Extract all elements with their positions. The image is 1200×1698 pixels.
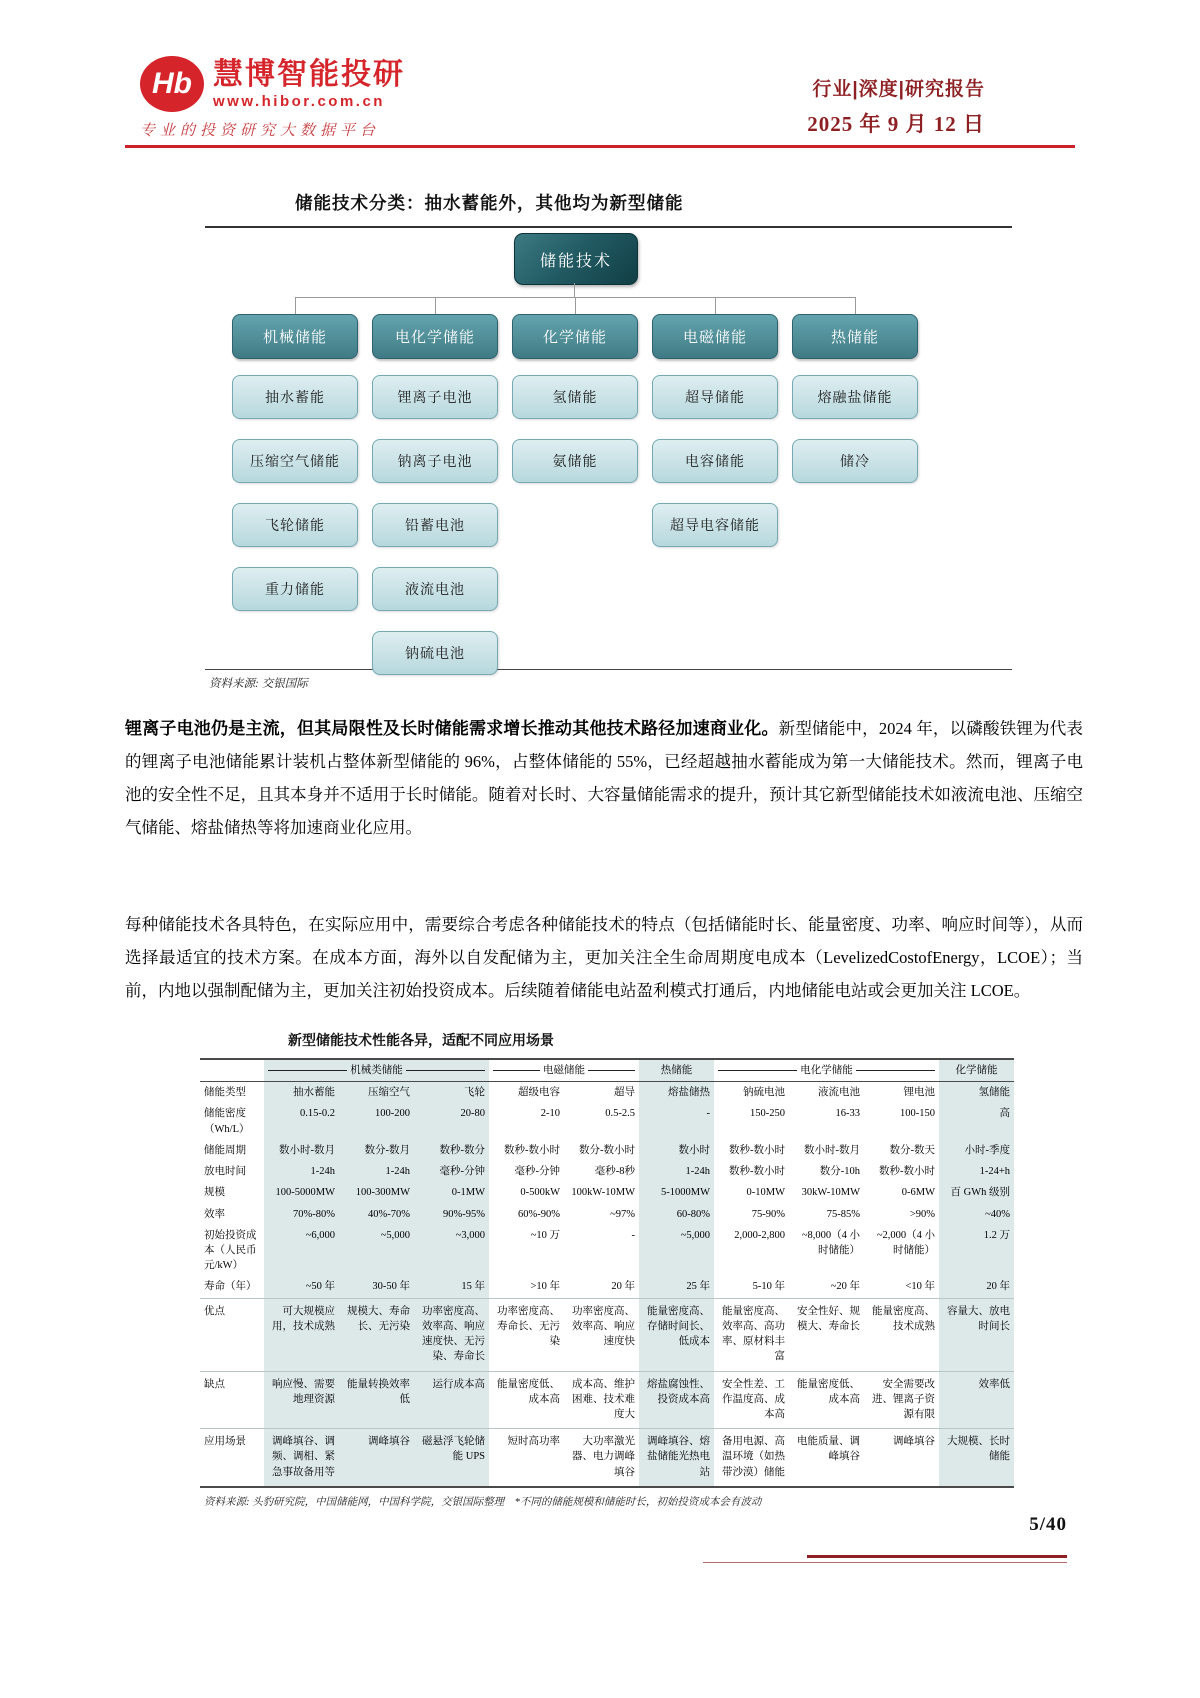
child-node: 钠离子电池 [372, 439, 498, 483]
table-cell: 90%-95% [414, 1204, 489, 1225]
table-header-row [200, 1082, 1014, 1104]
child-node: 超导电容储能 [652, 503, 778, 547]
table-cell: 能量密度低、成本高 [489, 1371, 564, 1429]
column-header: 锂电池 [903, 1087, 935, 1099]
table-cell: 0-10MW [746, 1187, 785, 1199]
table-cell: 数分-数天 [889, 1144, 935, 1156]
child-node: 钠硫电池 [372, 631, 498, 675]
table-cell: 能量密度高、效率高、高功率、原材料丰富 [714, 1298, 789, 1371]
table-cell: 成本高、维护困难、技术难度大 [564, 1371, 639, 1429]
connector-line [574, 283, 575, 297]
table-cell: 响应慢、需要地理资源 [264, 1371, 339, 1429]
paragraph [125, 908, 1083, 1007]
logo-top-row [140, 56, 405, 112]
table-cell: 20 年 [611, 1281, 635, 1293]
table-cell: 短时高功率 [489, 1429, 564, 1487]
column-header: 抽水蓄能 [264, 1082, 339, 1104]
diagram-top-divider [205, 226, 1012, 228]
row-label: 优点 [200, 1298, 264, 1371]
table-cell: >90% [909, 1208, 935, 1220]
tree [225, 231, 925, 669]
table-cell: 1.2 万 [939, 1225, 1014, 1277]
storage-tech-diagram [205, 190, 1012, 691]
table-cell: 安全需要改进、锂离子资源有限 [864, 1371, 939, 1429]
table-cell: 2,000-2,800 [734, 1229, 785, 1241]
table-cell: ~8,000（4 小时储能） [801, 1229, 860, 1256]
page-number: 5/40 [1029, 1514, 1067, 1535]
performance-table [200, 1058, 1014, 1488]
logo-texts [213, 57, 405, 110]
footer-divider [703, 1562, 1067, 1563]
child-node: 氢储能 [512, 375, 638, 419]
table-cell: 25 年 [639, 1276, 714, 1298]
paragraph-text: 每种储能技术各具特色，在实际应用中，需要综合考虑各种储能技术的特点（包括储能时长、能量密度、功率、响应时间等），从而选择最适宜的技术方案。在成本方面，海外以自发配储为主，更加关注全生命周期度电成本（LevelizedCostofEnergy，LCOE）；当前，内地以强制配储为主，更加关注初始投资成本。后续随着储能电站盈利模式打通后，内地储能电站或会更加关注 LCOE。 [125, 915, 1083, 1000]
table-cell: 100-200 [339, 1103, 414, 1139]
table-title: 新型储能技术性能各异，适配不同应用场景 [288, 1032, 554, 1048]
child-node: 铅蓄电池 [372, 503, 498, 547]
table-cell: 毫秒-分钟 [414, 1161, 489, 1182]
table-cell: 1-24h [639, 1161, 714, 1182]
table-cell: ~5,000 [639, 1225, 714, 1277]
publisher-logo [140, 56, 405, 140]
table-cell: 熔盐腐蚀性、投资成本高 [639, 1371, 714, 1429]
table-row [200, 1429, 1014, 1487]
table-cell: 16-33 [835, 1108, 860, 1120]
table-cell: 规模大、寿命长、无污染 [339, 1298, 414, 1371]
column-header: 飞轮 [414, 1082, 489, 1104]
table-cell: 高 [939, 1103, 1014, 1139]
table-cell: 能量密度高、存储时间长、低成本 [639, 1298, 714, 1371]
connector-line [575, 297, 576, 314]
group-label-wrap [718, 1063, 935, 1078]
table-cell: ~2,000（4 小时储能） [876, 1229, 935, 1256]
table-cell: 1-24+h [939, 1161, 1014, 1182]
connector-line [295, 297, 296, 314]
table-row [200, 1298, 1014, 1371]
row-label: 缺点 [200, 1371, 264, 1429]
branch-node: 电磁储能 [652, 314, 778, 359]
table-cell: 5-1000MW [639, 1182, 714, 1203]
table-corner-cell [200, 1059, 264, 1082]
table-cell: 60-80% [639, 1204, 714, 1225]
table-cell: ~6,000 [264, 1225, 339, 1277]
child-node: 电容储能 [652, 439, 778, 483]
table-cell: 数秒-数小时 [879, 1166, 935, 1178]
table-cell: 30kW-10MW [801, 1187, 860, 1199]
table-cell: 数小时-数月 [804, 1144, 860, 1156]
table-group-header [714, 1059, 939, 1082]
table-cell: 75-85% [826, 1208, 860, 1220]
table-row [200, 1371, 1014, 1429]
footer-divider [807, 1555, 1067, 1558]
column-header: 氢储能 [939, 1082, 1014, 1104]
column-header: 压缩空气 [339, 1082, 414, 1104]
tree-column [645, 314, 785, 695]
child-node: 熔融盐储能 [792, 375, 918, 419]
logo-title: 慧博智能投研 [213, 57, 405, 91]
group-label: 电磁储能 [543, 1064, 585, 1076]
child-node: 氨储能 [512, 439, 638, 483]
table-cell: 数秒-数分 [414, 1140, 489, 1161]
table-group-header [489, 1059, 639, 1082]
table-cell: 数小时-数月 [264, 1140, 339, 1161]
diagram-title: 储能技术分类：抽水蓄能外，其他均为新型储能 [295, 193, 684, 213]
table-cell: 数秒-数小时 [729, 1166, 785, 1178]
diagram-source-note: 资料来源: 交银国际 [209, 678, 308, 690]
connector-line [715, 297, 716, 314]
table-cell: 百 GWh 级别 [939, 1182, 1014, 1203]
table-cell: 调峰填谷 [339, 1429, 414, 1487]
row-label: 放电时间 [204, 1166, 246, 1178]
table-cell: 100-5000MW [264, 1182, 339, 1203]
child-node: 重力储能 [232, 567, 358, 611]
table-cell: 数秒-数小时 [729, 1144, 785, 1156]
table-cell: - [631, 1229, 635, 1241]
report-date: 2025 年 9 月 12 日 [807, 112, 985, 136]
report-meta [807, 74, 985, 138]
group-label: 机械类储能 [350, 1064, 403, 1076]
header-divider [125, 145, 1075, 148]
table-cell: 电能质量、调峰填谷 [789, 1429, 864, 1487]
table-cell: 150-250 [750, 1108, 785, 1120]
table-cell: 0.15-0.2 [264, 1103, 339, 1139]
table-cell: ~97% [610, 1208, 635, 1220]
tree-columns [225, 314, 925, 695]
group-dash-line [856, 1070, 935, 1071]
child-node: 压缩空气储能 [232, 439, 358, 483]
table-cell: 调峰填谷 [864, 1429, 939, 1487]
row-label: 应用场景 [200, 1429, 264, 1487]
branch-node: 电化学储能 [372, 314, 498, 359]
column-header: 熔盐储热 [639, 1082, 714, 1104]
row-label: 规模 [204, 1187, 225, 1199]
table-cell: 0-6MW [901, 1187, 935, 1199]
group-label-wrap [493, 1063, 635, 1078]
group-label-wrap [268, 1063, 485, 1078]
table-cell: <10 年 [905, 1281, 935, 1293]
group-dash-line [718, 1070, 797, 1071]
table-source-note: 资料来源: 头豹研究院，中国储能网，中国科学院，交银国际整理 *不同的储能规模和储能时长，初始投资成本会有波动 [204, 1496, 762, 1508]
table-cell: 能量转换效率低 [339, 1371, 414, 1429]
table-row [200, 1276, 1014, 1298]
table-cell: ~40% [939, 1204, 1014, 1225]
row-label: 初始投资成本（人民币元/kW） [204, 1229, 257, 1272]
table-cell: 磁悬浮飞轮储能 UPS [414, 1429, 489, 1487]
row-label: 寿命（年） [204, 1281, 257, 1293]
table-cell: 功率密度高、效率高、响应速度快、无污染、寿命长 [414, 1298, 489, 1371]
table-group-header [264, 1059, 489, 1082]
table-cell: ~5,000 [339, 1225, 414, 1277]
table-cell: >10 年 [530, 1281, 560, 1293]
table-cell: 功率密度高、寿命长、无污染 [489, 1298, 564, 1371]
child-node: 液流电池 [372, 567, 498, 611]
table-group-header: 热储能 [639, 1059, 714, 1082]
table-cell: 运行成本高 [414, 1371, 489, 1429]
table-cell: 100kW-10MW [571, 1187, 635, 1199]
table-cell: 效率低 [939, 1371, 1014, 1429]
paragraph-text: 新型储能中，2024 年，以磷酸铁锂为代表的锂离子电池储能累计装机占整体新型储能的 96%，占整体储能的 55%，已经超越抽水蓄能成为第一大储能技术。然而，锂离子电池的安全性不足，且其本身并不适用于长时储能。随着对长时、大容量储能需求的提升，预计其它新型储能技术如液流电池、压缩空气储能、熔盐储热等将加速商业化应用。 [125, 719, 1084, 837]
table-cell: 调峰填谷、熔盐储能光热电站 [639, 1429, 714, 1487]
row-label-header: 储能类型 [204, 1087, 246, 1099]
table-cell: 能量密度低、成本高 [789, 1371, 864, 1429]
table-group-row [200, 1059, 1014, 1082]
table-cell: 75-90% [751, 1208, 785, 1220]
table-cell: 1-24h [264, 1161, 339, 1182]
table-cell: 备用电源、高温环境（如热带沙漠）储能 [714, 1429, 789, 1487]
logo-url: www.hibor.com.cn [213, 92, 385, 110]
table-cell: 功率密度高、效率高、响应速度快 [564, 1298, 639, 1371]
tree-column [785, 314, 925, 695]
table-cell: 0-1MW [414, 1182, 489, 1203]
table-cell: 小时-季度 [939, 1140, 1014, 1161]
branch-node: 机械储能 [232, 314, 358, 359]
table-cell: 容量大、放电时间长 [939, 1298, 1014, 1371]
connector-line [855, 297, 856, 314]
table-cell: 70%-80% [264, 1204, 339, 1225]
table-cell: 毫秒-分钟 [514, 1166, 560, 1178]
table-cell: 100-300MW [339, 1182, 414, 1203]
branch-node: 热储能 [792, 314, 918, 359]
table-row [200, 1140, 1014, 1161]
table-cell: 60%-90% [518, 1208, 560, 1220]
table-row [200, 1225, 1014, 1277]
table-cell: 数小时 [639, 1140, 714, 1161]
column-header: 钠硫电池 [743, 1087, 785, 1099]
table-cell: 30-50 年 [339, 1276, 414, 1298]
table-cell: 数秒-数小时 [504, 1144, 560, 1156]
group-label: 电化学储能 [800, 1064, 853, 1076]
table-cell: 数分-数小时 [579, 1144, 635, 1156]
branch-node: 化学储能 [512, 314, 638, 359]
table-cell: ~10 万 [530, 1229, 560, 1241]
table-cell: 100-150 [900, 1108, 935, 1120]
child-node: 抽水蓄能 [232, 375, 358, 419]
tree-root-node: 储能技术 [514, 233, 638, 285]
table-cell: 5-10 年 [752, 1281, 785, 1293]
table-row [200, 1182, 1014, 1203]
row-label: 储能密度（Wh/L） [204, 1108, 250, 1135]
row-label: 储能周期 [204, 1144, 246, 1156]
tree-column [225, 314, 365, 695]
table-cell: ~3,000 [414, 1225, 489, 1277]
table-cell: 数分-数月 [339, 1140, 414, 1161]
column-header: 液流电池 [818, 1087, 860, 1099]
table-cell: ~50 年 [264, 1276, 339, 1298]
paragraph [125, 712, 1083, 844]
group-dash-line [493, 1070, 540, 1071]
perf-table-head [200, 1059, 1014, 1103]
paragraph-lead: 锂离子电池仍是主流，但其局限性及长时储能需求增长推动其他技术路径加速商业化。 [125, 719, 779, 738]
column-header: 超导 [614, 1087, 635, 1099]
child-node: 储冷 [792, 439, 918, 483]
child-node: 锂离子电池 [372, 375, 498, 419]
tree-column [505, 314, 645, 695]
group-dash-line [588, 1070, 635, 1071]
table-cell: - [639, 1103, 714, 1139]
performance-table-block [200, 1030, 1014, 1509]
table-cell: 能量密度高、技术成熟 [864, 1298, 939, 1371]
table-cell: 安全性差、工作温度高、成本高 [714, 1371, 789, 1429]
report-type-tags: 行业|深度|研究报告 [812, 79, 985, 100]
group-dash-line [406, 1070, 485, 1071]
group-dash-line [268, 1070, 347, 1071]
child-node: 超导储能 [652, 375, 778, 419]
table-cell: 调峰填谷、调频、调相、紧急事故备用等 [264, 1429, 339, 1487]
table-row [200, 1204, 1014, 1225]
table-cell: 可大规模应用，技术成熟 [264, 1298, 339, 1371]
logo-slogan: 专业的投资研究大数据平台 [140, 123, 381, 139]
table-cell: 大规模、长时储能 [939, 1429, 1014, 1487]
perf-table-body [200, 1103, 1014, 1486]
table-cell: 2-10 [540, 1108, 560, 1120]
connector-line [435, 297, 436, 314]
table-cell: 20 年 [939, 1276, 1014, 1298]
table-group-header: 化学储能 [939, 1059, 1014, 1082]
table-cell: 毫秒-8秒 [594, 1166, 635, 1178]
child-node: 飞轮储能 [232, 503, 358, 547]
table-cell: ~20 年 [830, 1281, 860, 1293]
table-cell: 大功率激光器、电力调峰填谷 [564, 1429, 639, 1487]
table-cell: 40%-70% [339, 1204, 414, 1225]
table-cell: 15 年 [414, 1276, 489, 1298]
table-row [200, 1103, 1014, 1139]
table-cell: 1-24h [339, 1161, 414, 1182]
table-cell: 0.5-2.5 [605, 1108, 635, 1120]
table-cell: 安全性好、规模大、寿命长 [789, 1298, 864, 1371]
column-header: 超级电容 [518, 1087, 560, 1099]
tree-column [365, 314, 505, 695]
table-cell: 数分-10h [819, 1166, 860, 1178]
table-cell: 0-500kW [520, 1187, 560, 1199]
table-cell: 20-80 [414, 1103, 489, 1139]
row-label: 效率 [204, 1208, 225, 1220]
logo-badge-icon: Hb [140, 56, 204, 112]
table-row [200, 1161, 1014, 1182]
